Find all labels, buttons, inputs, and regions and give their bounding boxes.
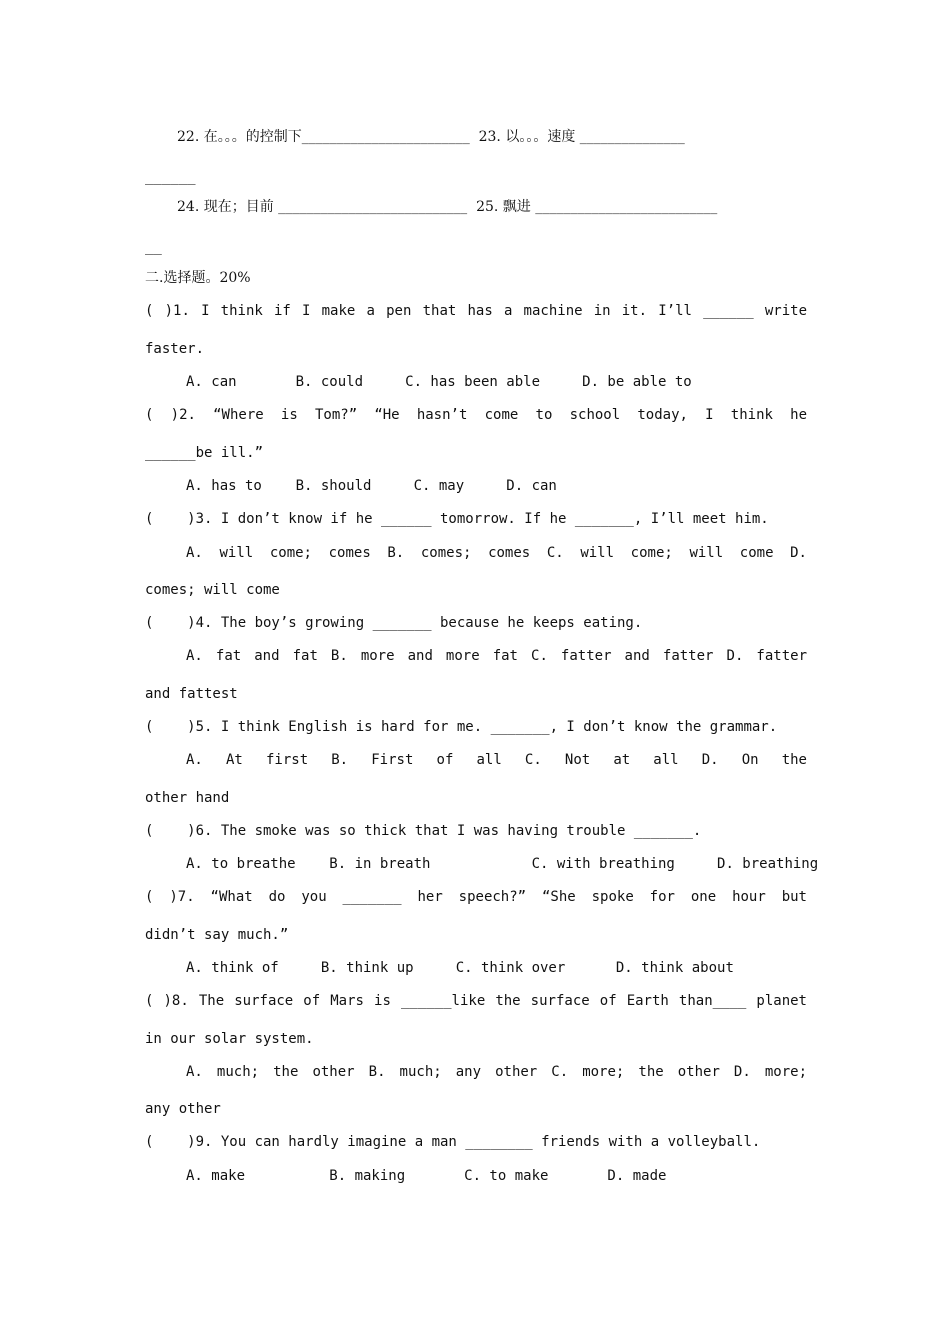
question-9-stem: ( )9. You can hardly imagine a man ________ friends with a volleyball. [145,1134,761,1150]
question-5-options-cont: other hand [145,790,230,806]
question-2-stem: ( )2. “Where is Tom?” “He hasn’t come to school today, I think he [145,407,807,423]
question-4-options-cont: and fattest [145,686,238,702]
question-5-options: A. At first B. First of all C. Not at all D. On the [186,752,807,768]
question-8-options: A. much; the other B. much; any other C. more; the other D. more; [186,1064,807,1080]
vocab-line-24-25: 24. 现在；目前 ___________________________ 25. 飘进 __________________________ [177,199,718,215]
question-8-stem-cont: in our solar system. [145,1031,314,1047]
question-1-stem-cont: faster. [145,341,205,357]
section-title: 二.选择题。20% [145,270,251,286]
question-1-options: A. can B. could C. has been able D. be able to [186,374,692,390]
question-4-options: A. fat and fat B. more and more fat C. fatter and fatter D. fatter [186,648,807,664]
question-8-stem: ( )8. The surface of Mars is ______like the surface of Earth than____ planet [145,993,807,1009]
question-5-stem: ( )5. I think English is hard for me. _______, I don’t know the grammar. [145,719,778,735]
question-3-options: A. will come; comes B. comes; comes C. will come; will come D. [186,545,807,561]
question-7-stem: ( )7. “What do you _______ her speech?” “She spoke for one hour but [145,889,807,905]
vocab-line-22-23: 22. 在。。。的控制下________________________ 23. 以。。。速度 _______________ [177,129,685,145]
question-1-stem: ( )1. I think if I make a pen that has a machine in it. I’ll ______ write [145,303,807,319]
question-2-options: A. has to B. should C. may D. can [186,478,557,494]
question-8-options-cont: any other [145,1101,221,1117]
question-4-stem: ( )4. The boy’s growing _______ because he keeps eating. [145,615,643,631]
question-7-options: A. think of B. think up C. think over D. think about [186,960,734,976]
question-3-stem: ( )3. I don’t know if he ______ tomorrow. If he _______, I’ll meet him. [145,511,769,527]
vocab-line-continuation: __ [145,239,162,255]
question-2-stem-cont: ______be ill.” [145,445,264,461]
question-7-stem-cont: didn’t say much.” [145,927,289,943]
question-3-options-cont: comes; will come [145,582,280,598]
vocab-line-continuation: ______ [145,169,196,185]
question-6-options: A. to breathe B. in breath C. with breathing D. breathing [186,856,819,872]
question-6-stem: ( )6. The smoke was so thick that I was having trouble _______. [145,823,702,839]
question-9-options: A. make B. making C. to make D. made [186,1168,667,1184]
